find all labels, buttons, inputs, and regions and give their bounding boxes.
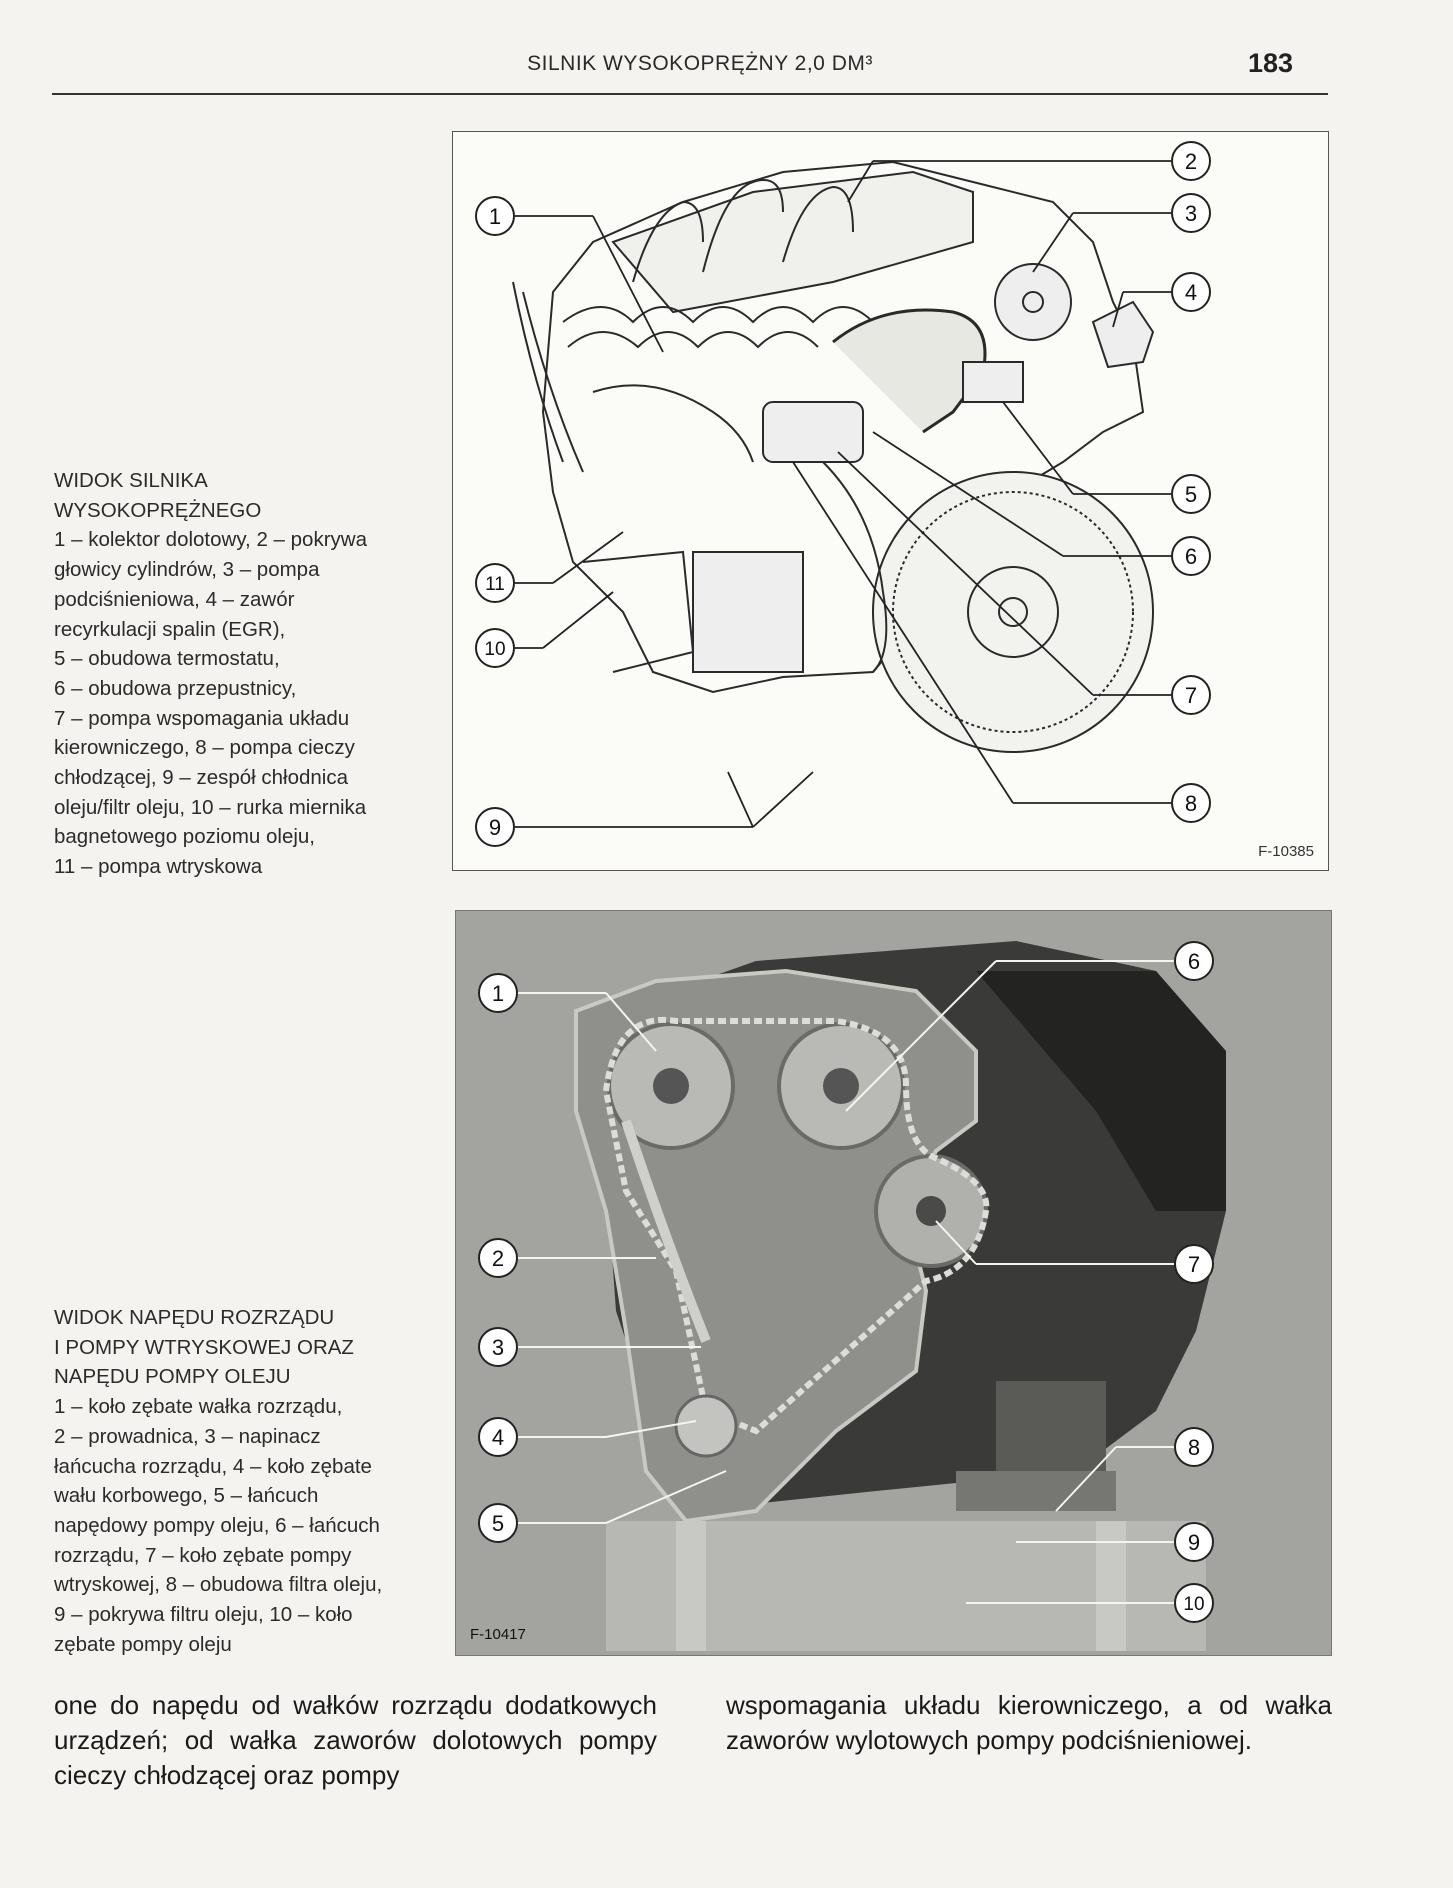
figure2-callout-7 bbox=[1175, 1245, 1213, 1283]
svg-text:7: 7 bbox=[1187, 1252, 1201, 1277]
figure1-callout-7 bbox=[1172, 676, 1210, 714]
svg-text:3: 3 bbox=[1184, 201, 1198, 226]
svg-text:8: 8 bbox=[1184, 791, 1198, 816]
figure1-engine-drawing bbox=[452, 131, 1329, 871]
svg-text:4: 4 bbox=[1184, 280, 1198, 305]
figure1-caption-line: 7 – pompa wspomagania układu bbox=[54, 706, 350, 730]
figure2-caption-title-line1: WIDOK NAPĘDU ROZRZĄDU bbox=[54, 1306, 335, 1329]
figure1-caption-line: podciśnieniowa, 4 – zawór bbox=[54, 587, 295, 611]
figure1-caption-line: 11 – pompa wtryskowa bbox=[54, 855, 263, 879]
svg-text:10: 10 bbox=[484, 639, 506, 660]
page-number: 183 bbox=[1248, 48, 1294, 78]
figure2-code: F-10417 bbox=[470, 1626, 526, 1643]
svg-text:9: 9 bbox=[1187, 1530, 1201, 1555]
figure1-caption-line: chłodzącej, 9 – zespół chłodnica bbox=[54, 766, 349, 790]
body-text-column-2: wspomagania układu kierowniczego, a od wałka zaworów wylotowych pompy podciśnieniowej. bbox=[726, 1690, 1332, 1755]
figure1-caption-title-line2: WYSOKOPRĘŻNEGO bbox=[54, 498, 262, 522]
figure2-callout-5 bbox=[479, 1504, 517, 1542]
svg-text:1: 1 bbox=[491, 981, 505, 1006]
figure1-callout-1 bbox=[476, 197, 514, 235]
figure1-caption-line: recyrkulacji spalin (EGR), bbox=[54, 617, 286, 641]
figure2-callout-1 bbox=[479, 974, 517, 1012]
svg-text:1: 1 bbox=[488, 204, 502, 229]
svg-text:7: 7 bbox=[1184, 683, 1198, 708]
figure2-callout-10 bbox=[1175, 1584, 1213, 1622]
figure2-caption bbox=[54, 1303, 424, 1659]
figure1-illustration bbox=[453, 132, 1328, 870]
figure2-callout-2 bbox=[479, 1239, 517, 1277]
figure2-caption-line: napędowy pompy oleju, 6 – łańcuch bbox=[54, 1513, 380, 1537]
figure2-caption-title-line2: I POMPY WTRYSKOWEJ ORAZ bbox=[54, 1335, 354, 1359]
figure1-callout-11 bbox=[476, 564, 514, 602]
figure2-caption-line: 9 – pokrywa filtru oleju, 10 – koło bbox=[54, 1603, 353, 1627]
figure2-caption-line: wału korbowego, 5 – łańcuch bbox=[54, 1484, 319, 1508]
figure2-caption-line: wtryskowej, 8 – obudowa filtra oleju, bbox=[54, 1573, 383, 1597]
svg-text:6: 6 bbox=[1184, 544, 1198, 569]
svg-text:3: 3 bbox=[491, 1335, 505, 1360]
figure1-caption-title-line1: WIDOK SILNIKA bbox=[54, 469, 208, 492]
figure1-callout-2 bbox=[1172, 142, 1210, 180]
figure1-caption-line: bagnetowego poziomu oleju, bbox=[54, 825, 315, 849]
svg-text:8: 8 bbox=[1187, 1435, 1201, 1460]
figure1-code: F-10385 bbox=[1258, 843, 1314, 860]
figure1-caption-line: 6 – obudowa przepustnicy, bbox=[54, 676, 297, 700]
figure1-callout-9 bbox=[476, 808, 514, 846]
page-header-title: SILNIK WYSOKOPRĘŻNY 2,0 DM³ bbox=[527, 52, 873, 75]
figure2-callout-8 bbox=[1175, 1428, 1213, 1466]
figure2-caption-line: 1 – koło zębate wałka rozrządu, bbox=[54, 1395, 343, 1419]
figure2-illustration bbox=[456, 911, 1331, 1655]
figure2-timing-photo bbox=[455, 910, 1332, 1656]
figure2-caption-line: 2 – prowadnica, 3 – napinacz bbox=[54, 1424, 321, 1448]
figure2-callout-9 bbox=[1175, 1523, 1213, 1561]
figure1-caption bbox=[54, 466, 424, 882]
figure2-callout-4 bbox=[479, 1418, 517, 1456]
svg-text:9: 9 bbox=[488, 815, 502, 840]
svg-text:5: 5 bbox=[491, 1511, 505, 1536]
figure2-callout-3 bbox=[479, 1328, 517, 1366]
svg-text:10: 10 bbox=[1183, 1594, 1205, 1615]
figure2-caption-line: rozrządu, 7 – koło zębate pompy bbox=[54, 1543, 352, 1567]
svg-text:2: 2 bbox=[491, 1246, 505, 1271]
figure1-callout-4 bbox=[1172, 273, 1210, 311]
header-rule bbox=[52, 93, 1328, 95]
figure1-caption-line: oleju/filtr oleju, 10 – rurka miernika bbox=[54, 795, 367, 819]
figure1-caption-line: kierowniczego, 8 – pompa cieczy bbox=[54, 736, 355, 760]
figure1-caption-line: 5 – obudowa termostatu, bbox=[54, 647, 280, 671]
figure1-callout-10 bbox=[476, 629, 514, 667]
svg-text:5: 5 bbox=[1184, 482, 1198, 507]
figure2-caption-line: łańcucha rozrządu, 4 – koło zębate bbox=[54, 1454, 372, 1478]
svg-text:4: 4 bbox=[491, 1425, 505, 1450]
body-text-column-1: one do napędu od wałków rozrządu dodatkowych urządzeń; od wałka zaworów dolotowych pompy cieczy chłodzącej oraz pompy bbox=[54, 1690, 657, 1790]
figure1-callout-6 bbox=[1172, 537, 1210, 575]
figure1-callout-3 bbox=[1172, 194, 1210, 232]
figure2-caption-title-line3: NAPĘDU POMPY OLEJU bbox=[54, 1365, 291, 1389]
svg-text:11: 11 bbox=[485, 574, 505, 595]
svg-text:6: 6 bbox=[1187, 949, 1201, 974]
figure2-caption-line: zębate pompy oleju bbox=[54, 1632, 232, 1656]
figure1-callout-5 bbox=[1172, 475, 1210, 513]
figure2-callout-6 bbox=[1175, 942, 1213, 980]
svg-text:2: 2 bbox=[1184, 149, 1198, 174]
figure1-caption-line: 1 – kolektor dolotowy, 2 – pokrywa bbox=[54, 528, 367, 552]
figure1-caption-line: głowicy cylindrów, 3 – pompa bbox=[54, 558, 320, 582]
figure1-callout-8 bbox=[1172, 784, 1210, 822]
